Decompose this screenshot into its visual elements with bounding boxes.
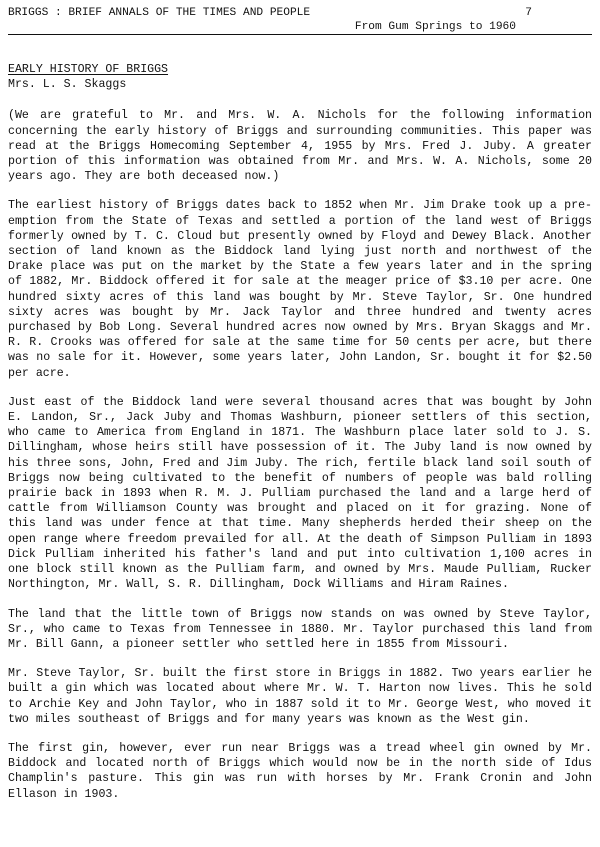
- paragraph-first-store: Mr. Steve Taylor, Sr. built the first store in Briggs in 1882. Two years earlier he built a gin which was located about where Mr. W. T. Harton now lives. This he sold to Archie Key and John Taylor, who in 1887 sold it to Mr. George West, who moved it two miles southeast of Briggs and for many years was known as the West gin.: [8, 667, 592, 726]
- paragraph-intro-note: (We are grateful to Mr. and Mrs. W. A. Nichols for the following information concerning the early history of Briggs and surrounding communities. This paper was read at the Briggs Homecoming September 4, 1955 by Mrs. Fred J. Juby. A greater portion of this information was obtained from Mr. and Mrs. W. A. Nichols, some 20 years ago. They are both deceased now.): [8, 109, 592, 184]
- page-number: 7: [525, 7, 532, 19]
- section-title: EARLY HISTORY OF BRIGGS: [8, 63, 169, 76]
- section-author: Mrs. L. S. Skaggs: [8, 78, 127, 92]
- document-page: [8, 6, 592, 802]
- running-subtitle: From Gum Springs to 1960: [354, 21, 516, 33]
- header-rule: [8, 34, 592, 35]
- page-header: [8, 6, 592, 38]
- paragraph-first-gin: The first gin, however, ever run near Briggs was a tread wheel gin owned by Mr. Biddock and located north of Briggs which would now be in the north side of Idus Champlin's pasture. This gin was run with horses by Mr. Frank Cronin and John Ellason in 1903.: [8, 741, 592, 801]
- paragraph-drake-biddock-land: The earliest history of Briggs dates back to 1852 when Mr. Jim Drake took up a pre-emption from the State of Texas and settled a portion of the land west of Briggs formerly owned by T. C. Cloud but presently owned by Floyd and Dewey Black. Another section of land known as the Biddock land lying just north and northwest of the Drake place was put on the market by the State a few years later and in the spring of 1882, Mr. Biddock offered it for sale at the meager price of $3.10 per acre. One hundred sixty acres of this land was bought by Mr. Steve Taylor, Sr. One hundred sixty acres was bought by Mr. Jack Taylor and three hundred and twenty acres purchased by Bob Long. Several hundred acres now owned by Mrs. Bryan Skaggs and Mr. R. R. Crooks was offered for sale at the same time for 50 cents per acre, but there was no sale for it. However, some years later, John Landon, Sr. bought it for $2.50 per acre.: [8, 199, 592, 380]
- paragraph-town-land: The land that the little town of Briggs now stands on was owned by Steve Taylor, Sr., who came to Texas from Tennessee in 1880. Mr. Taylor purchased this land from Mr. Bill Gann, a pioneer settler who settled here in 1855 from Missouri.: [8, 607, 592, 651]
- running-title: BRIGGS : BRIEF ANNALS OF THE TIMES AND PEOPLE: [8, 7, 311, 19]
- paragraph-landon-juby-washburn: Just east of the Biddock land were several thousand acres that was bought by John E. Landon, Sr., Jack Juby and Thomas Washburn, pioneer settlers of this section, who came to America from England in 1871. The Washburn place later sold to J. S. Dillingham, whose heirs still have possession of it. The Juby land is now owned by his three sons, John, Fred and Jim Juby. The rich, fertile black land soil south of Briggs now being cultivated to the benefit of numbers of people was bald rolling prairie back in 1893 when R. M. J. Pulliam purchased the land and a large herd of cattle from Williamson County was brought and placed on it for grazing. None of this land was under fence at that time. Many shepherds herded their sheep on the open range where freedom prevailed for all. At the death of Simpson Pulliam in 1893 Dick Pulliam inherited his father's land and put into cultivation 1,100 acres in one block still known as the Pulliam farm, and owned by Mrs. Maude Pulliam, Rucker Northington, Mr. Wall, S. R. Dillingham, Dock Williams and Hiram Raines.: [8, 395, 592, 592]
